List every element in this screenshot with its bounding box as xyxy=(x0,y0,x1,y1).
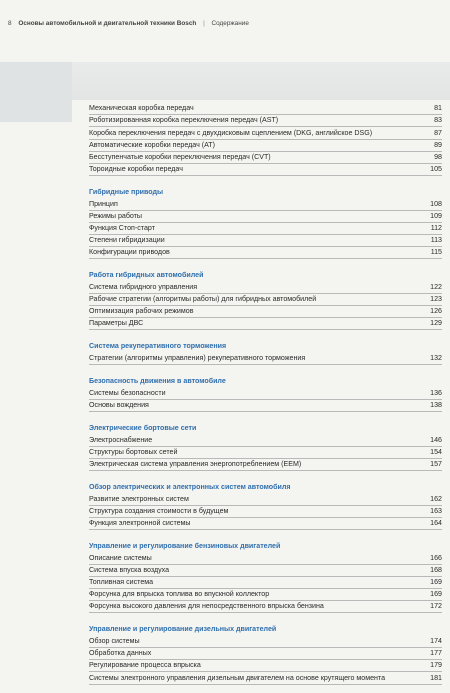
toc-entry-page: 172 xyxy=(430,602,442,610)
toc-entry[interactable] xyxy=(89,282,442,294)
toc-entry-title: Степени гибридизации xyxy=(89,236,165,244)
toc-entry[interactable] xyxy=(89,506,442,518)
toc-entry-page: 122 xyxy=(430,283,442,291)
toc-entry-page: 164 xyxy=(430,519,442,527)
table-of-contents xyxy=(89,103,442,685)
running-header xyxy=(8,20,249,27)
toc-entry[interactable] xyxy=(89,553,442,565)
toc-entry-page: 154 xyxy=(430,448,442,456)
toc-entry-page: 138 xyxy=(430,401,442,409)
toc-entry-page: 181 xyxy=(430,674,442,682)
toc-entry[interactable] xyxy=(89,518,442,530)
toc-entry-title: Структуры бортовых сетей xyxy=(89,448,178,456)
section-name: Содержание xyxy=(211,20,249,27)
toc-entry-page: 179 xyxy=(430,661,442,669)
toc-entry[interactable] xyxy=(89,660,442,672)
toc-entry-page: 108 xyxy=(430,200,442,208)
toc-entry[interactable] xyxy=(89,388,442,400)
toc-entry-page: 174 xyxy=(430,637,442,645)
toc-entry[interactable] xyxy=(89,103,442,115)
toc-entry[interactable] xyxy=(89,577,442,589)
toc-entry[interactable] xyxy=(89,199,442,211)
toc-entry[interactable] xyxy=(89,636,442,648)
toc-entry[interactable] xyxy=(89,294,442,306)
toc-entry-title: Автоматические коробки передач (AT) xyxy=(89,141,216,149)
toc-entry[interactable] xyxy=(89,447,442,459)
toc-entry[interactable] xyxy=(89,400,442,412)
toc-entry[interactable] xyxy=(89,494,442,506)
toc-entry[interactable] xyxy=(89,164,442,176)
section-heading[interactable]: Система рекуперативного торможения xyxy=(89,342,227,350)
toc-entry-page: 129 xyxy=(430,319,442,327)
section-heading[interactable]: Электрические бортовые сети xyxy=(89,424,197,432)
toc-entry-title: Электрическая система управления энергопотреблением (EEM) xyxy=(89,460,302,468)
toc-entry[interactable] xyxy=(89,115,442,127)
section-heading[interactable]: Безопасность движения в автомобиле xyxy=(89,377,226,385)
toc-entry-page: 83 xyxy=(434,116,442,124)
toc-entry-title: Стратегии (алгоритмы управления) рекуперативного торможения xyxy=(89,354,306,362)
toc-group-transmissions xyxy=(89,103,442,176)
toc-entry[interactable] xyxy=(89,127,442,140)
toc-entry[interactable] xyxy=(89,648,442,660)
toc-entry-title: Описание системы xyxy=(89,554,152,562)
header-separator: | xyxy=(203,20,205,27)
page-number: 8 xyxy=(8,20,12,27)
toc-entry-page: 169 xyxy=(430,590,442,598)
toc-entry-title: Коробка переключения передач с двухдисковым сцеплением (DKG, английское DSG) xyxy=(89,129,373,137)
toc-entry-page: 168 xyxy=(430,566,442,574)
toc-entry-title: Обработка данных xyxy=(89,649,152,657)
toc-entry-title: Функция Стоп-старт xyxy=(89,224,155,232)
toc-entry-page: 115 xyxy=(430,248,442,256)
toc-entry[interactable] xyxy=(89,223,442,235)
section-heading[interactable]: Работа гибридных автомобилей xyxy=(89,271,204,279)
toc-entry-page: 98 xyxy=(434,153,442,161)
toc-entry-title: Система гибридного управления xyxy=(89,283,198,291)
toc-entry-page: 87 xyxy=(434,129,442,137)
toc-entry-title: Режимы работы xyxy=(89,212,143,220)
toc-entry-title: Электроснабжение xyxy=(89,436,153,444)
toc-entry-page: 109 xyxy=(430,212,442,220)
toc-entry-title: Бесступенчатые коробки переключения передач (CVT) xyxy=(89,153,271,161)
toc-entry-page: 146 xyxy=(430,436,442,444)
toc-entry-page: 132 xyxy=(430,354,442,362)
toc-entry-page: 163 xyxy=(430,507,442,515)
toc-entry-page: 162 xyxy=(430,495,442,503)
toc-entry-title: Рабочие стратегии (алгоритмы работы) для гибридных автомобилей xyxy=(89,295,317,303)
toc-entry[interactable] xyxy=(89,235,442,247)
section-heading[interactable]: Управление и регулирование бензиновых двигателей xyxy=(89,542,281,550)
toc-entry[interactable] xyxy=(89,565,442,577)
toc-entry-title: Оптимизация рабочих режимов xyxy=(89,307,194,315)
toc-entry-title: Принцип xyxy=(89,200,118,208)
toc-entry[interactable] xyxy=(89,459,442,471)
toc-entry-page: 105 xyxy=(430,165,442,173)
toc-entry-title: Функция электронной системы xyxy=(89,519,191,527)
toc-entry-title: Основы вождения xyxy=(89,401,149,409)
toc-entry[interactable] xyxy=(89,306,442,318)
toc-entry-page: 166 xyxy=(430,554,442,562)
toc-entry-title: Конфигурации приводов xyxy=(89,248,170,256)
toc-entry[interactable] xyxy=(89,435,442,447)
toc-entry-page: 157 xyxy=(430,460,442,468)
toc-entry[interactable] xyxy=(89,318,442,330)
toc-entry-title: Параметры ДВС xyxy=(89,319,144,327)
section-heading[interactable]: Управление и регулирование дизельных двигателей xyxy=(89,625,277,633)
book-title: Основы автомобильной и двигательной техники Bosch xyxy=(18,20,197,27)
toc-entry-title: Системы безопасности xyxy=(89,389,166,397)
toc-entry[interactable] xyxy=(89,152,442,164)
toc-entry-title: Роботизированная коробка переключения передач (AST) xyxy=(89,116,279,124)
toc-entry-page: 112 xyxy=(430,224,442,232)
toc-entry-page: 177 xyxy=(430,649,442,657)
toc-entry-title: Система впуска воздуха xyxy=(89,566,170,574)
section-heading[interactable]: Гибридные приводы xyxy=(89,188,164,196)
toc-entry[interactable] xyxy=(89,140,442,152)
toc-entry-title: Развитие электронных систем xyxy=(89,495,189,503)
toc-entry[interactable] xyxy=(89,247,442,259)
toc-entry-page: 89 xyxy=(434,141,442,149)
toc-entry-title: Обзор системы xyxy=(89,637,140,645)
toc-entry-title: Регулирование процесса впрыска xyxy=(89,661,201,669)
toc-entry[interactable] xyxy=(89,211,442,223)
toc-entry[interactable] xyxy=(89,353,442,365)
toc-entry[interactable] xyxy=(89,589,442,601)
decorative-block xyxy=(0,62,72,122)
toc-entry[interactable] xyxy=(89,601,442,613)
toc-entry-title: Топливная система xyxy=(89,578,154,586)
toc-entry-title: Механическая коробка передач xyxy=(89,104,194,112)
toc-entry-title: Форсунка для впрыска топлива во впускной коллектор xyxy=(89,590,270,598)
toc-entry-page: 169 xyxy=(430,578,442,586)
toc-entry-page: 123 xyxy=(430,295,442,303)
toc-entry-title: Форсунка высокого давления для непосредственного впрыска бензина xyxy=(89,602,324,610)
toc-entry-title: Тороидные коробки передач xyxy=(89,165,183,173)
toc-entry-page: 81 xyxy=(434,104,442,112)
toc-entry-page: 136 xyxy=(430,389,442,397)
toc-entry-title: Системы электронного управления дизельным двигателем на основе крутящего момента xyxy=(89,674,386,682)
section-heading[interactable]: Обзор электрических и электронных систем автомобиля xyxy=(89,483,291,491)
toc-entry-page: 126 xyxy=(430,307,442,315)
toc-entry[interactable] xyxy=(89,672,442,685)
toc-entry-page: 113 xyxy=(430,236,442,244)
toc-entry-title: Структура создания стоимости в будущем xyxy=(89,507,229,515)
